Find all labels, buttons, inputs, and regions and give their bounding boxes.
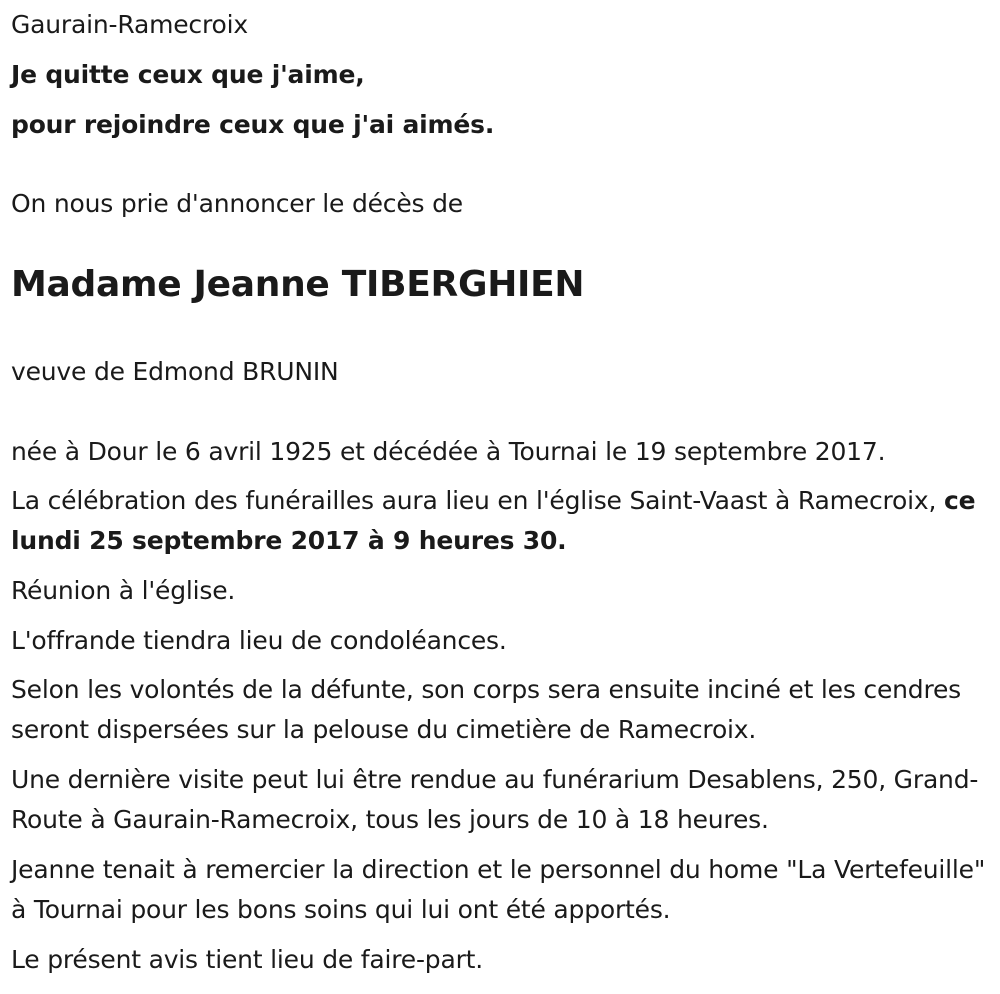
offering-note: L'offrande tiendra lieu de condoléances. xyxy=(11,626,507,655)
birth-death-details: née à Dour le 6 avril 1925 et décédée à Tournai le 19 septembre 2017. xyxy=(11,437,886,466)
closing-note: Le présent avis tient lieu de faire-part. xyxy=(11,945,484,974)
meeting-place: Réunion à l'église. xyxy=(11,576,236,605)
final-visit: Une dernière visite peut lui être rendue au funérarium Desablens, 250, Grand-Route à Gaurain-Ramecroix, tous les jours de 10 à 18 heures. xyxy=(11,765,979,834)
verse-line-1: Je quitte ceux que j'aime, xyxy=(11,60,365,89)
thanks-note: Jeanne tenait à remercier la direction et le personnel du home "La Vertefeuille" à Tournai pour les bons soins qui lui ont été apportés. xyxy=(11,855,986,924)
deceased-name: Madame Jeanne TIBERGHIEN xyxy=(11,264,585,305)
funeral-datetime: ce lundi 25 septembre 2017 à 9 heures 30. xyxy=(11,486,976,555)
announcement-intro: On nous prie d'annoncer le décès de xyxy=(11,189,463,218)
deceased-wishes: Selon les volontés de la défunte, son corps sera ensuite inciné et les cendres seront dispersées sur la pelouse du cimetière de Ramecroix. xyxy=(11,675,961,744)
funeral-text: La célébration des funérailles aura lieu en l'église Saint-Vaast à Ramecroix, xyxy=(11,486,937,515)
widow-of: veuve de Edmond BRUNIN xyxy=(11,357,339,386)
verse-line-2: pour rejoindre ceux que j'ai aimés. xyxy=(11,110,495,139)
location-heading: Gaurain-Ramecroix xyxy=(11,10,248,39)
funeral-details xyxy=(11,481,986,561)
